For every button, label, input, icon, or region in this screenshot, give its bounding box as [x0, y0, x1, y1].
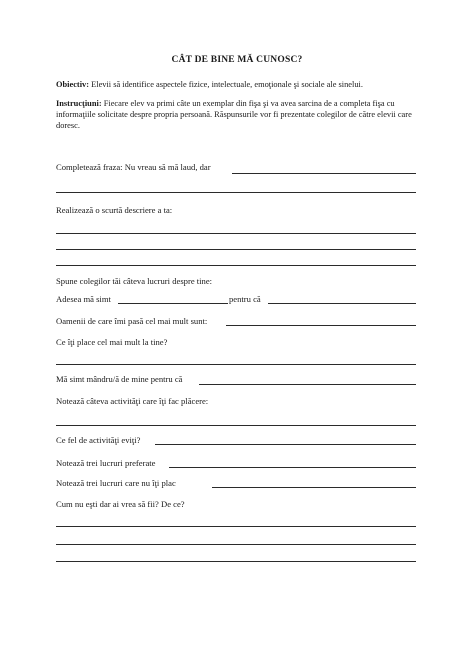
- prompt-often-feel: Adesea mă simt: [56, 294, 111, 304]
- answer-line[interactable]: [169, 467, 416, 468]
- prompt-like-most: Ce îţi place cel mai mult la tine?: [56, 337, 168, 347]
- prompt-because: pentru că: [229, 294, 261, 304]
- instructions-text: Fiecare elev va primi câte un exemplar din fişa şi va avea sarcina de a completa fişa cu informaţiile solicitate despre propria persoană. Răspunsurile vor fi prezentate colegilor de către elevii care doresc.: [56, 99, 412, 130]
- prompt-people-care: Oamenii de care îmi pasă cel mai mult sunt:: [56, 316, 208, 326]
- prompt-complete-sentence: Completează fraza: Nu vreau să mă laud, dar: [56, 162, 211, 172]
- answer-line[interactable]: [268, 303, 416, 304]
- instructions-label: Instrucţiuni:: [56, 99, 102, 108]
- answer-line[interactable]: [56, 425, 416, 426]
- answer-line[interactable]: [155, 444, 416, 445]
- prompt-proud: Mă simt mândru/ă de mine pentru că: [56, 374, 183, 384]
- answer-line[interactable]: [118, 303, 228, 304]
- prompt-three-preferred: Notează trei lucruri preferate: [56, 458, 156, 468]
- prompt-avoid: Ce fel de activităţi eviţi?: [56, 435, 141, 445]
- prompt-wish-to-be: Cum nu eşti dar ai vrea să fii? De ce?: [56, 499, 185, 509]
- answer-line[interactable]: [199, 384, 416, 385]
- prompt-activities: Notează câteva activităţi care îţi fac plăcere:: [56, 396, 209, 406]
- answer-line[interactable]: [212, 487, 416, 488]
- answer-line[interactable]: [56, 265, 416, 266]
- answer-line[interactable]: [56, 561, 416, 562]
- prompt-three-disliked: Notează trei lucruri care nu îţi plac: [56, 478, 176, 488]
- prompt-short-description: Realizează o scurtă descriere a ta:: [56, 205, 173, 215]
- answer-line[interactable]: [226, 325, 416, 326]
- answer-line[interactable]: [56, 526, 416, 527]
- objective-label: Obiectiv:: [56, 80, 90, 89]
- objective-text: Elevii să identifice aspectele fizice, intelectuale, emoţionale şi sociale ale sinelui.: [89, 80, 363, 89]
- instructions-paragraph: [56, 98, 420, 131]
- answer-line[interactable]: [56, 233, 416, 234]
- objective-paragraph: [56, 79, 420, 90]
- answer-line[interactable]: [232, 173, 416, 174]
- answer-line[interactable]: [56, 364, 416, 365]
- answer-line[interactable]: [56, 192, 416, 193]
- page-title: CÂT DE BINE MĂ CUNOSC?: [171, 55, 303, 65]
- answer-line[interactable]: [56, 544, 416, 545]
- answer-line[interactable]: [56, 249, 416, 250]
- prompt-tell-colleagues: Spune colegilor tăi câteva lucruri despre tine:: [56, 276, 213, 286]
